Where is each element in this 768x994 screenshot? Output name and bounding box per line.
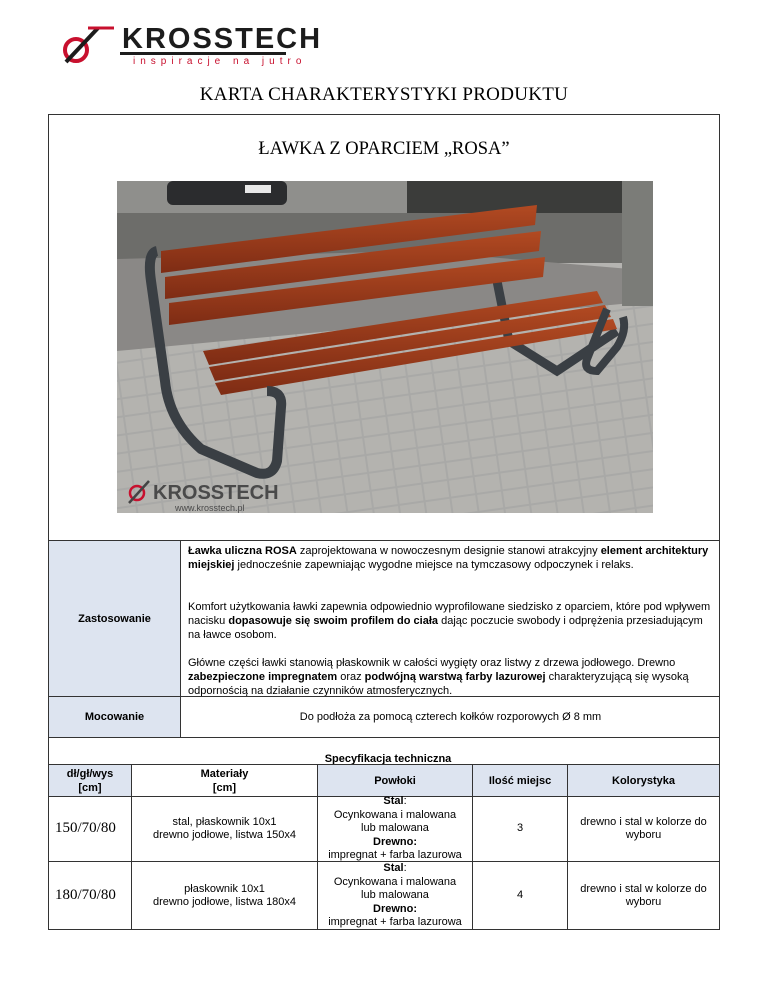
- text-run: Ławka uliczna ROSA: [188, 545, 297, 557]
- header-materials: Materiały [cm]: [132, 765, 317, 796]
- watermark-url: www.krosstech.pl: [175, 503, 245, 513]
- row-2-steel-value: Ocynkowana i malowana lub malowana: [333, 875, 457, 902]
- row-2-steel-label: Stal: [383, 862, 404, 875]
- product-title: ŁAWKA Z OPARCIEM „ROSA”: [258, 139, 510, 159]
- text-run: charakteryzującą się wysoką odpornością na działanie czynników atmosferycznych.: [188, 671, 689, 697]
- zastosowanie-label: Zastosowanie: [78, 612, 151, 625]
- row-1-wood-label: Drewno:: [373, 835, 417, 848]
- row-2-wood-value: impregnat + farba lazurowa: [328, 916, 462, 929]
- row-2-seats: 4: [516, 889, 524, 902]
- zastosowanie-label-cell: [49, 541, 180, 696]
- watermark-brand: KROSSTECH: [153, 482, 279, 504]
- row-1-dims: 150/70/80: [55, 820, 116, 837]
- header-dims: dł/gł/wys [cm]: [49, 765, 131, 796]
- header-seats: Ilość miejsc: [473, 765, 567, 796]
- row-1-colors: drewno i stal w kolorze do wyboru: [580, 815, 707, 841]
- row-1-coating: Stal: Ocynkowana i malowana lub malowana Drewno: impregnat + farba lazurowa: [328, 795, 462, 862]
- row-2-dims: 180/70/80: [55, 887, 116, 904]
- spec-title: Specyfikacja techniczna: [324, 753, 452, 765]
- text-run: podwójną warstwą farby lazurowej: [364, 671, 546, 683]
- text-run: dopasowuje się swoim profilem do ciała: [228, 615, 439, 627]
- header-colors: Kolorystyka: [568, 765, 719, 796]
- divider: [48, 737, 720, 738]
- row-2-wood-label: Drewno:: [373, 902, 417, 915]
- row-1-steel-value: Ocynkowana i malowana lub malowana: [333, 808, 457, 835]
- header-coating: Powłoki: [318, 765, 472, 796]
- zastosowanie-paragraph-3: [188, 656, 712, 698]
- logo-tagline: inspiracje na jutro: [133, 56, 307, 67]
- text-run: jednocześnie zapewniając wygodne miejsce na tymczasowy odpoczynek i relaks.: [234, 559, 634, 571]
- mocowanie-label-cell: [49, 697, 180, 737]
- text-run: element architektury miejskiej: [188, 545, 709, 571]
- text-run: zabezpieczone impregnatem: [188, 671, 338, 683]
- row-2-materials: płaskownik 10x1 drewno jodłowe, listwa 180x4: [152, 882, 297, 908]
- text-run: oraz: [337, 671, 365, 683]
- row-1-steel-label: Stal: [383, 795, 404, 808]
- text-run: zaprojektowana w nowoczesnym designie stanowi atrakcyjny: [296, 545, 601, 557]
- row-2-coating: Stal: Ocynkowana i malowana lub malowana Drewno: impregnat + farba lazurowa: [328, 862, 462, 929]
- row-1-wood-value: impregnat + farba lazurowa: [328, 849, 462, 862]
- text-run: dając poczucie swobody i odprężenia przesiadującym na ławce osobom.: [188, 615, 703, 641]
- row-1-materials: stal, płaskownik 10x1 drewno jodłowe, listwa 150x4: [152, 815, 297, 841]
- document-title: KARTA CHARAKTERYSTYKI PRODUKTU: [199, 84, 569, 105]
- zastosowanie-paragraph-1: [188, 544, 712, 572]
- row-1-seats: 3: [516, 822, 524, 835]
- text-run: Główne części ławki stanowią płaskownik w całości wygięty oraz listwy z drzewa jodłowego. Drewno: [188, 657, 676, 669]
- car-plate: [245, 185, 271, 193]
- mocowanie-label: Mocowanie: [84, 711, 145, 723]
- logo-brand: KROSSTECH: [122, 23, 323, 55]
- row-2-colors: drewno i stal w kolorze do wyboru: [580, 882, 707, 908]
- product-photo: [117, 181, 653, 513]
- text-run: Komfort użytkowania ławki zapewnia odpowiednio wyprofilowane siedzisko z oparciem, które pod wpływem nacisku: [188, 601, 711, 627]
- mocowanie-value: Do podłoża za pomocą czterech kołków rozporowych Ø 8 mm: [299, 711, 602, 723]
- zastosowanie-paragraph-2: [188, 600, 712, 642]
